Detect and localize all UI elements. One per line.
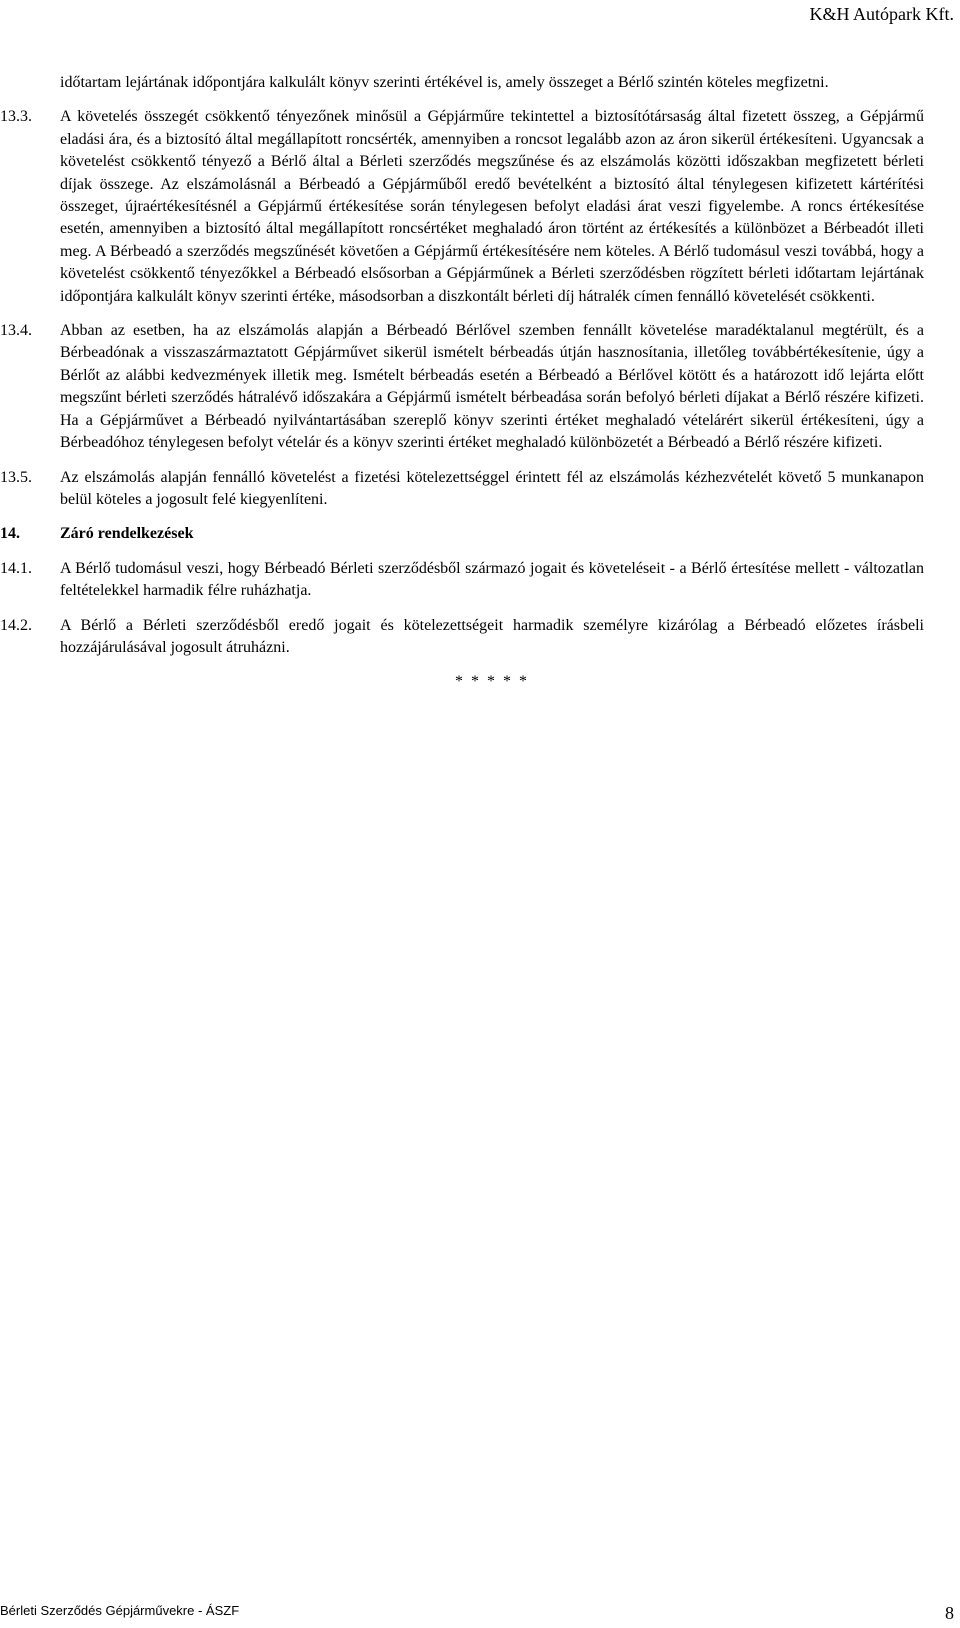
clause-number: 14.2. (0, 616, 32, 634)
clause-14-1 (0, 558, 924, 603)
clause-13-4 (0, 320, 924, 454)
clause-text: Abban az esetben, ha az elszámolás alapján a Bérbeadó Bérlővel szemben fennállt követelése maradéktalanul megtérült, és a Bérbeadónak a visszaszármaztatott Gépjárművet sikerül ismételt bérbeadás útján hasznosítania, illetőleg továbbértékesítenie, úgy a Bérlőt az alábbi kedvezmények illetik meg. Ismételt bérbeadás esetén a Bérbeadó a Bérlővel kötött és a határozott idő lejárta előtt megszűnt bérleti szerződés hátralévő időszakára a Gépjármű ismételt bérbeadása során befolyó bérleti díjakat a Bérlő részére kifizeti. Ha a Gépjárművet a Bérbeadó nyilvántartásában szereplő könyv szerinti értéket meghaladó vételárért sikerül értékesíteni, úgy a Bérbeadóhoz ténylegesen befolyt vételár és a könyv szerinti értéket meghaladó különbözetét a Bérbeadó a Bérlő részére kifizeti. (60, 322, 924, 452)
clause-number: 13.4. (0, 322, 32, 340)
clause-text: Az elszámolás alapján fennálló követelést a fizetési kötelezettséggel érintett fél az elszámolás kézhezvételét követő 5 munkanapon belül köteles a jogosult felé kiegyenlíteni. (60, 468, 924, 508)
section-title: Záró rendelkezések (60, 525, 194, 543)
document-body (0, 72, 924, 694)
clause-number: 13.3. (0, 108, 32, 126)
section-14-heading (0, 523, 924, 545)
clause-text: A követelés összegét csökkentő tényezőnek minősül a Gépjárműre tekintettel a biztosítótársaság által fizetett összeg, a Gépjármű eladási ára, és a biztosító által megállapított roncsérték, amennyiben a roncsot legalább azon az áron sikerül értékesíteni. Ugyancsak a követelést csökkentő tényező a Bérlő által a Bérleti szerződés megszűnése és az elszámolás közötti időszakban megfizetett bérleti díjak összege. Az elszámolásnál a Bérbeadó a Gépjárműből eredő bevételként a biztosító által ténylegesen kifizetett kártérítési összeget, újraértékesítésnél a Gépjármű értékesítése során ténylegesen befolyt eladási árat veszi figyelembe. A roncs értékesítése esetén, amennyiben a biztosító által megállapított roncsértéket meghaladó áron történt az értékesítés a különbözet a Bérbeadót illeti meg. A Bérbeadó a szerződés megszűnését követően a Gépjármű értékesítésére nem köteles. A Bérlő tudomásul veszi továbbá, hogy a követelést csökkentő tényezőkkel a Bérbeadó elsősorban a Gépjárműnek a Bérleti szerződésben rögzített bérleti időtartam lejártának időpontjára kalkulált könyv szerinti értéke, másodsorban a diszkontált bérleti díj hátralék címen fennálló követelését csökkenti. (60, 108, 924, 305)
clause-13-5 (0, 467, 924, 512)
continuation-paragraph: időtartam lejártának időpontjára kalkulált könyv szerinti értékével is, amely összeget a Bérlő szintén köteles megfizetni. (60, 74, 829, 91)
footer-document-title: Bérleti Szerződés Gépjárművekre - ÁSZF (0, 1603, 240, 1618)
clause-number: 14.1. (0, 559, 32, 577)
header-company-name: K&H Autópark Kft. (809, 4, 954, 24)
footer-page-number: 8 (945, 1603, 954, 1623)
clause-text: A Bérlő tudomásul veszi, hogy Bérbeadó Bérleti szerződésből származó jogait és követeléseit - a Bérlő értesítése mellett - változatlan feltételekkel harmadik félre ruházhatja. (60, 559, 924, 600)
clause-14-2 (0, 615, 924, 660)
clause-text: A Bérlő a Bérleti szerződésből eredő jogait és kötelezettségeit harmadik személyre kizárólag a Bérbeadó előzetes írásbeli hozzájárulásával jogosult átruházni. (60, 616, 924, 656)
clause-number: 13.5. (0, 468, 32, 486)
section-number: 14. (0, 525, 20, 543)
end-stars-divider: * * * * * (455, 673, 529, 691)
clause-13-3 (0, 106, 924, 308)
